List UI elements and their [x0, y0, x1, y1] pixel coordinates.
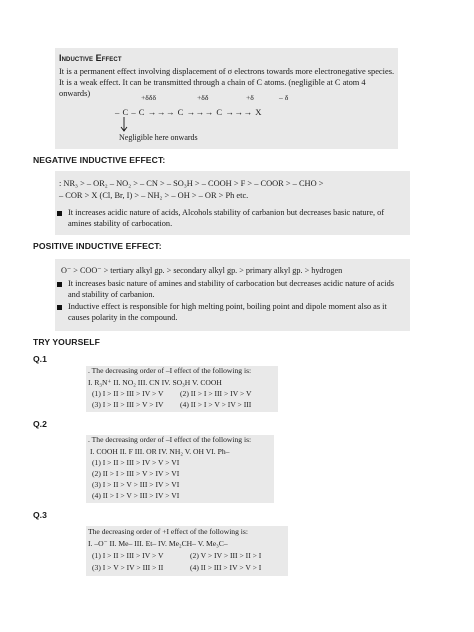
negative-bullet [57, 208, 405, 229]
carbon-chain: – C – C →→→ C →→→ C →→→ X [115, 107, 262, 117]
negligible-note: Negligible here onwards [119, 133, 198, 142]
option-4: (4) II > I > V > III > IV > VI [92, 491, 180, 500]
bullet-text: Inductive effect is responsible for high melting point, boiling point and dipole moment also as it causes polarity in the compound. [68, 302, 387, 322]
section-title: Inductive Effect [59, 53, 122, 63]
bullet-text: It increases acidic nature of acids, Alcohols stability of carbanion but decreases basic nature, of amines stability of carbocation. [68, 208, 385, 228]
inductive-effect-section [55, 48, 398, 149]
bullet-text: It increases basic nature of amines and stability of carbocation but decreases acidic nature of acids and stability of carbanion. [68, 279, 394, 299]
negative-inductive-box [55, 171, 410, 235]
charge-label: +δδδ [141, 93, 157, 102]
bullet-square-icon [57, 282, 62, 287]
bullet-square-icon [57, 305, 62, 310]
question-label: Q.1 [33, 354, 47, 364]
question-label: Q.3 [33, 510, 47, 520]
option-3: (3) I > II > V > III > IV > VI [92, 480, 180, 489]
option-4: (4) II > I > V > IV > III [180, 400, 252, 409]
positive-inductive-box [55, 259, 410, 331]
charge-label: +δ [246, 93, 254, 102]
option-3: (3) I > II > III > V > IV [92, 400, 164, 409]
question-stem: . The decreasing order of –I effect of the following is: [88, 435, 252, 444]
negative-inductive-title: NEGATIVE INDUCTIVE EFFECT: [33, 155, 166, 165]
option-1: (1) I > II > III > IV > V > VI [92, 458, 180, 467]
question-3-box [86, 526, 288, 576]
question-stem: . The decreasing order of –I effect of the following is: [88, 366, 252, 375]
question-items: I. –O⁻ II. Me– III. Et– IV. Me₂CH– V. Me₃C– [88, 539, 228, 548]
question-2-box [86, 435, 274, 503]
section-text: It is a permanent effect involving displacement of σ electrons towards more electronegative species. It is a weak effect. It can be transmitted through a chain of C atoms. (negligible at C atom 4 onwards) [59, 67, 395, 98]
option-1: (1) I > II > III > IV > V [92, 551, 164, 560]
option-2: (2) II > I > III > V > IV > VI [92, 469, 180, 478]
inductive-chain-diagram [115, 93, 325, 147]
arrow-down-icon [119, 117, 129, 133]
question-1-box [86, 366, 278, 412]
option-1: (1) I > II > III > IV > V [92, 389, 164, 398]
option-4: (4) II > III > IV > V > I [190, 563, 262, 572]
positive-bullet-2 [57, 302, 405, 323]
positive-inductive-title: POSITIVE INDUCTIVE EFFECT: [33, 241, 162, 251]
positive-order: O⁻ > COO⁻ > tertiary alkyl gp. > secondary alkyl gp. > primary alkyl gp. > hydrogen [61, 266, 343, 275]
option-2: (2) V > IV > III > II > I [190, 551, 262, 560]
question-items: I. COOH II. F III. OR IV. NH₂ V. OH VI. Ph– [90, 447, 230, 456]
negative-order-line-1: : NR₃ > – OR₂ – NO₂ > – CN > – SO₃H > – COOH > F > – COOR > – CHO > [59, 179, 324, 188]
bullet-square-icon [57, 211, 62, 216]
option-3: (3) I > V > IV > III > II [92, 563, 164, 572]
negative-order-line-2: – COR > X (Cl, Br, I) > – NH₂ > – OH > – OR > Ph etc. [59, 191, 249, 200]
question-items: I. R₃N⁺ II. NO₂ III. CN IV. SO₃H V. COOH [88, 378, 222, 387]
charge-label: – δ [279, 93, 289, 102]
charge-label: +δδ [197, 93, 209, 102]
option-2: (2) II > I > III > IV > V [180, 389, 252, 398]
question-stem: The decreasing order of +I effect of the following is: [88, 527, 248, 536]
question-label: Q.2 [33, 419, 47, 429]
positive-bullet-1 [57, 279, 405, 300]
try-yourself-title: TRY YOURSELF [33, 337, 100, 347]
